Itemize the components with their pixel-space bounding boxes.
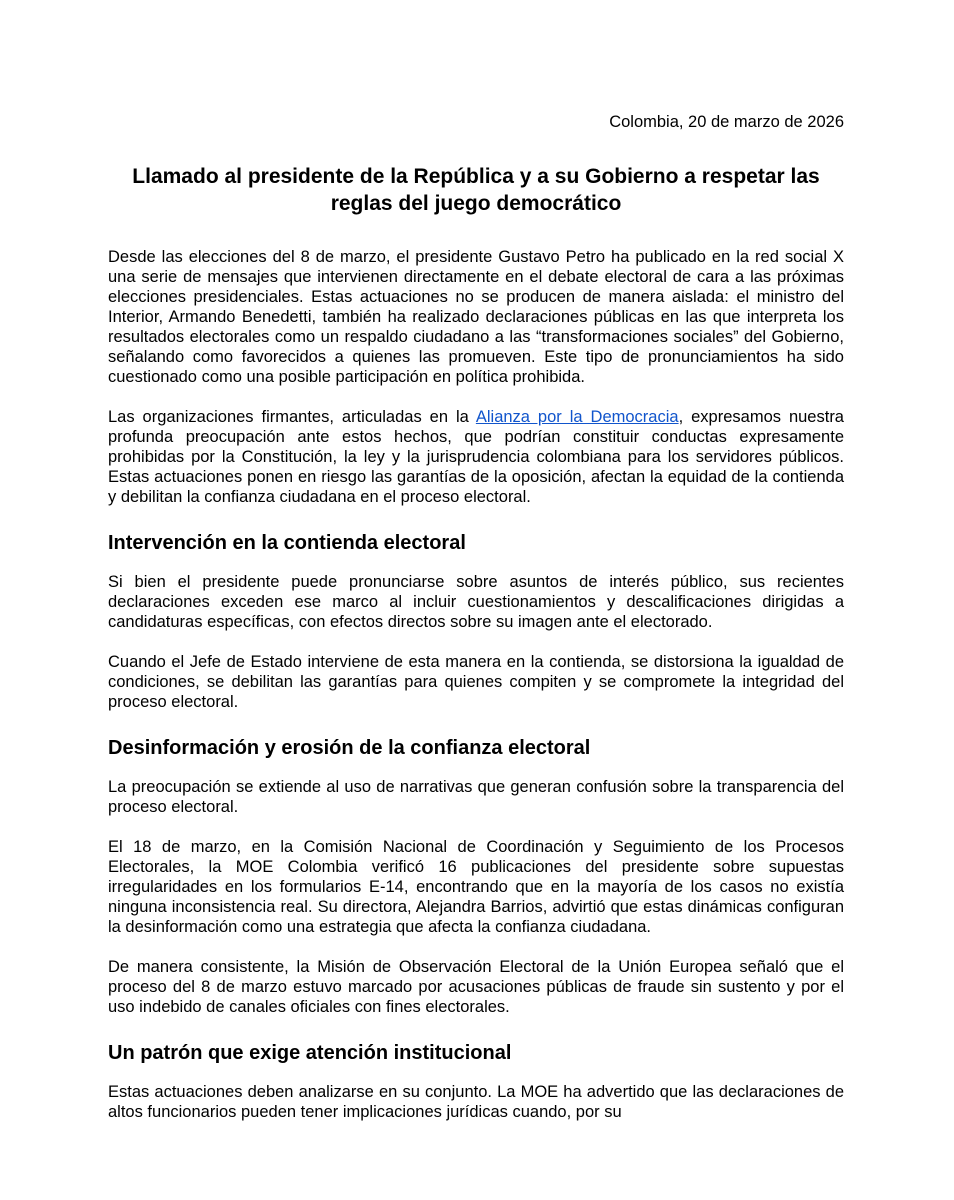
section-1-paragraph-2: Cuando el Jefe de Estado interviene de esta manera en la contienda, se distorsiona la igualdad de condiciones, se debilitan las garantías para quienes compiten y se compromete la integridad del proceso electoral.	[108, 653, 844, 711]
document-title: Llamado al presidente de la República y a su Gobierno a respetar las reglas del juego democrático	[132, 165, 820, 215]
section-heading-patron: Un patrón que exige atención institucional	[108, 1042, 512, 1064]
intro-paragraph-1: Desde las elecciones del 8 de marzo, el presidente Gustavo Petro ha publicado en la red social X una serie de mensajes que intervienen directamente en el debate electoral de cara a las próximas elecciones presidenciales. Estas actuaciones no se producen de manera aislada: el ministro del Interior, Armando Benedetti, también ha realizado declaraciones públicas en las que interpreta los resultados electorales como un respaldo ciudadano a las “transformaciones sociales” del Gobierno, señalando como favorecidos a quienes las promueven. Este tipo de pronunciamientos ha sido cuestionado como una posible participación en política prohibida.	[108, 248, 844, 386]
section-heading-desinformacion: Desinformación y erosión de la confianza electoral	[108, 737, 591, 759]
alianza-democracia-link[interactable]: Alianza por la Democracia	[475, 408, 679, 426]
section-1-paragraph-1: Si bien el presidente puede pronunciarse sobre asuntos de interés público, sus recientes declaraciones exceden ese marco al incluir cuestionamientos y descalificaciones dirigidas a candidaturas específicas, con efectos directos sobre su imagen ante el electorado.	[108, 573, 844, 631]
section-2-paragraph-1: La preocupación se extiende al uso de narrativas que generan confusión sobre la transparencia del proceso electoral.	[108, 778, 844, 816]
section-heading-intervencion: Intervención en la contienda electoral	[108, 532, 466, 554]
section-3-paragraph-1: Estas actuaciones deben analizarse en su conjunto. La MOE ha advertido que las declaraciones de altos funcionarios pueden tener implicaciones jurídicas cuando, por su	[108, 1083, 844, 1121]
intro-paragraph-2-end: , expresamos nuestra profunda preocupación ante estos hechos, que podrían constituir conductas expresamente prohibidas por la Constitución, la ley y la jurisprudencia colombiana para los servidores públicos. Estas actuaciones ponen en riesgo las garantías de la oposición, afectan la equidad de la contienda y debilitan la confianza ciudadana en el proceso electoral.	[108, 408, 844, 506]
section-2-paragraph-2: El 18 de marzo, en la Comisión Nacional de Coordinación y Seguimiento de los Procesos Electorales, la MOE Colombia verificó 16 publicaciones del presidente sobre supuestas irregularidades en los formularios E-14, encontrando que en la mayoría de los casos no existía ninguna inconsistencia real. Su directora, Alejandra Barrios, advirtió que estas dinámicas configuran la desinformación como una estrategia que afecta la confianza ciudadana.	[108, 838, 844, 936]
intro-paragraph-2	[108, 407, 844, 507]
section-2-paragraph-3: De manera consistente, la Misión de Observación Electoral de la Unión Europea señaló que el proceso del 8 de marzo estuvo marcado por acusaciones públicas de fraude sin sustento y por el uso indebido de canales oficiales con fines electorales.	[108, 958, 844, 1016]
document-date: Colombia, 20 de marzo de 2026	[609, 113, 844, 131]
intro-paragraph-2-start: Las organizaciones firmantes, articuladas en la	[108, 408, 476, 426]
